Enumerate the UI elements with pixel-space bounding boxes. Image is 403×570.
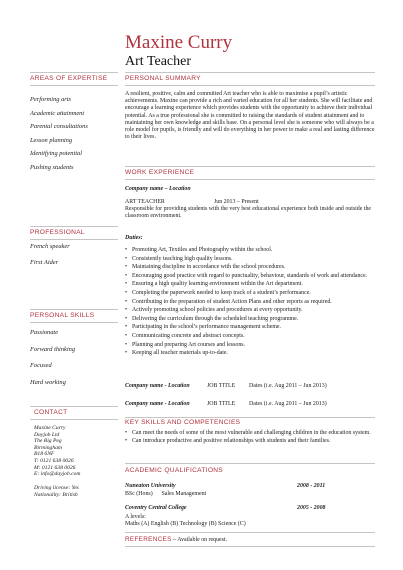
expertise-item: Identifying potential <box>30 150 83 157</box>
expertise-item: Parental consultations <box>30 123 88 130</box>
references-text: – Available on request. <box>173 537 228 543</box>
divider <box>125 72 375 73</box>
contact-line: B18 6NF <box>34 451 55 458</box>
contact-block <box>34 425 124 478</box>
professional-item: French speaker <box>30 243 70 250</box>
divider <box>125 166 375 167</box>
qualification-grades: Maths (A) English (B) Technology (B) Science (C) <box>125 521 246 527</box>
references-line <box>125 536 227 543</box>
candidate-title: Art Teacher <box>125 54 192 69</box>
duty-item: • Promoting Art, Textiles and Photography within the school. <box>125 246 375 255</box>
duty-item: • Contributing to the preparation of student Action Plans and other reports as required. <box>125 298 375 307</box>
school-years: 2005 - 2008 <box>297 505 326 511</box>
contact-line: Birmingham <box>34 444 62 451</box>
work-heading: WORK EXPERIENCE <box>125 169 195 176</box>
school-name: Coventry Central College <box>125 505 187 511</box>
summary-text: A resilient, positive, calm and committed Art teacher who is able to maximise a pupil’s artistic achievements. Maxine can provide a rich and varied education for all her students. She will facilitate and encourage a learning experience which provides students with the opportunity to achieve their individual potential. As a true professional she is committed to raising the standards of student attainment and to maintaining her own knowledge and skills base. On a personal level she is someone who will always be a role model for pupils, is friendly and will do everything in her power to make a real and lasting difference to their lives. <box>125 91 375 141</box>
extra-info <box>34 485 79 498</box>
company-location: Company name - Location <box>125 401 190 407</box>
qualification-label: A levels: <box>125 514 146 520</box>
duty-item: • Ensuring a high quality learning environment within the Art department. <box>125 280 375 289</box>
job-dates: Jun 2013 – Present <box>214 199 259 205</box>
duty-item: • Communicating concrete and abstract concepts. <box>125 332 375 341</box>
professional-list <box>30 243 118 273</box>
personal-skill-item: Passionate <box>30 329 59 336</box>
duty-item: • Keeping all teacher materials up-to-date. <box>125 349 375 358</box>
skills-heading: KEY SKILLS AND COMPETENCIES <box>125 419 241 426</box>
contact-line: The Big Peg <box>34 438 62 445</box>
contact-line: T: 0121 638 0026 <box>34 457 74 464</box>
divider <box>30 322 118 323</box>
divider <box>125 85 375 86</box>
divider <box>30 72 118 73</box>
nationality: Nationality: British <box>34 491 78 498</box>
job-title: JOB TITLE <box>207 383 236 389</box>
divider <box>125 463 375 464</box>
divider <box>30 406 118 407</box>
divider <box>125 179 375 180</box>
candidate-name: Maxine Curry <box>125 32 233 53</box>
contact-email: E: info@dayjob.com <box>34 471 81 478</box>
duties-list <box>125 246 375 358</box>
divider <box>125 417 375 418</box>
professional-item: First Aider <box>30 259 59 266</box>
contact-line: Maxine Curry <box>34 425 66 431</box>
expertise-list <box>30 96 118 177</box>
job-dates: Dates (i.e. Aug 2011 – Jun 2013) <box>249 401 327 407</box>
expertise-item: Performing arts <box>30 96 72 103</box>
divider <box>30 226 118 227</box>
skills-list <box>125 429 375 446</box>
divider <box>30 85 118 86</box>
education-heading: ACADEMIC QUALIFICATIONS <box>125 467 224 474</box>
divider <box>125 532 375 533</box>
divider <box>30 239 118 240</box>
duties-label: Duties: <box>125 235 143 241</box>
skill-item: • Can introduce productive and positive relationships with students and their families. <box>125 437 375 445</box>
expertise-heading: AREAS OF EXPERTISE <box>30 75 108 82</box>
degree: BSc (Hons) Sales Management <box>125 491 207 497</box>
expertise-item: Academic attainment <box>30 109 85 117</box>
personal-skills-heading: PERSONAL SKILLS <box>30 312 95 319</box>
personal-skill-item: Hard working <box>30 378 66 386</box>
duty-item: • Planning and preparing Art courses and lessons. <box>125 341 375 350</box>
job-description: Responsible for providing students with the very best educational experience both inside and outside the classroom environment. <box>125 206 372 220</box>
school-name: Nuneaton University <box>125 483 176 489</box>
personal-skill-item: Forward thinking <box>30 345 76 353</box>
divider <box>125 546 375 547</box>
job-title: JOB TITLE <box>207 401 236 407</box>
driving-license: Driving license: Yes <box>34 485 79 491</box>
job-dates: Dates (i.e. Aug 2011 – Jun 2013) <box>249 383 327 389</box>
job-role: ART TEACHER <box>125 199 165 205</box>
duty-item: • Maintaining discipline in accordance with the school procedures. <box>125 263 375 272</box>
summary-heading: PERSONAL SUMMARY <box>125 75 201 82</box>
professional-heading: PROFESSIONAL <box>30 229 85 236</box>
divider <box>30 309 118 310</box>
duty-item: • Consistently teaching high quality lessons. <box>125 255 375 264</box>
references-heading: REFERENCES <box>125 536 172 543</box>
expertise-item: Lesson planning <box>30 136 73 144</box>
contact-line: M: 0121 638 0026 <box>34 464 76 471</box>
personal-skill-item: Focused <box>30 362 52 369</box>
company-location: Company name – Location <box>125 186 191 192</box>
duty-item: • Participating in the school’s performance management scheme. <box>125 323 375 332</box>
duty-item: • Actively promoting school policies and procedures at every opportunity. <box>125 306 375 315</box>
school-years: 2008 - 2011 <box>297 483 326 489</box>
personal-skills-list <box>30 329 118 392</box>
skill-item: • Can meet the needs of some of the most vulnerable and challenging children in the education system. <box>125 429 375 437</box>
divider <box>30 419 118 420</box>
duty-item: • Encouraging good practice with regard to punctuality, behaviour, standards of work and attendance. <box>125 272 375 281</box>
duty-item: • Delivering the curriculum through the scheduled teaching programme. <box>125 315 375 324</box>
contact-heading: CONTACT <box>34 409 68 416</box>
company-location: Company name - Location <box>125 383 190 389</box>
expertise-item: Pushing students <box>30 163 74 171</box>
contact-line: Dayjob Ltd <box>34 431 60 438</box>
duty-item: • Completing the paperwork needed to keep track of a student’s performance. <box>125 289 375 298</box>
